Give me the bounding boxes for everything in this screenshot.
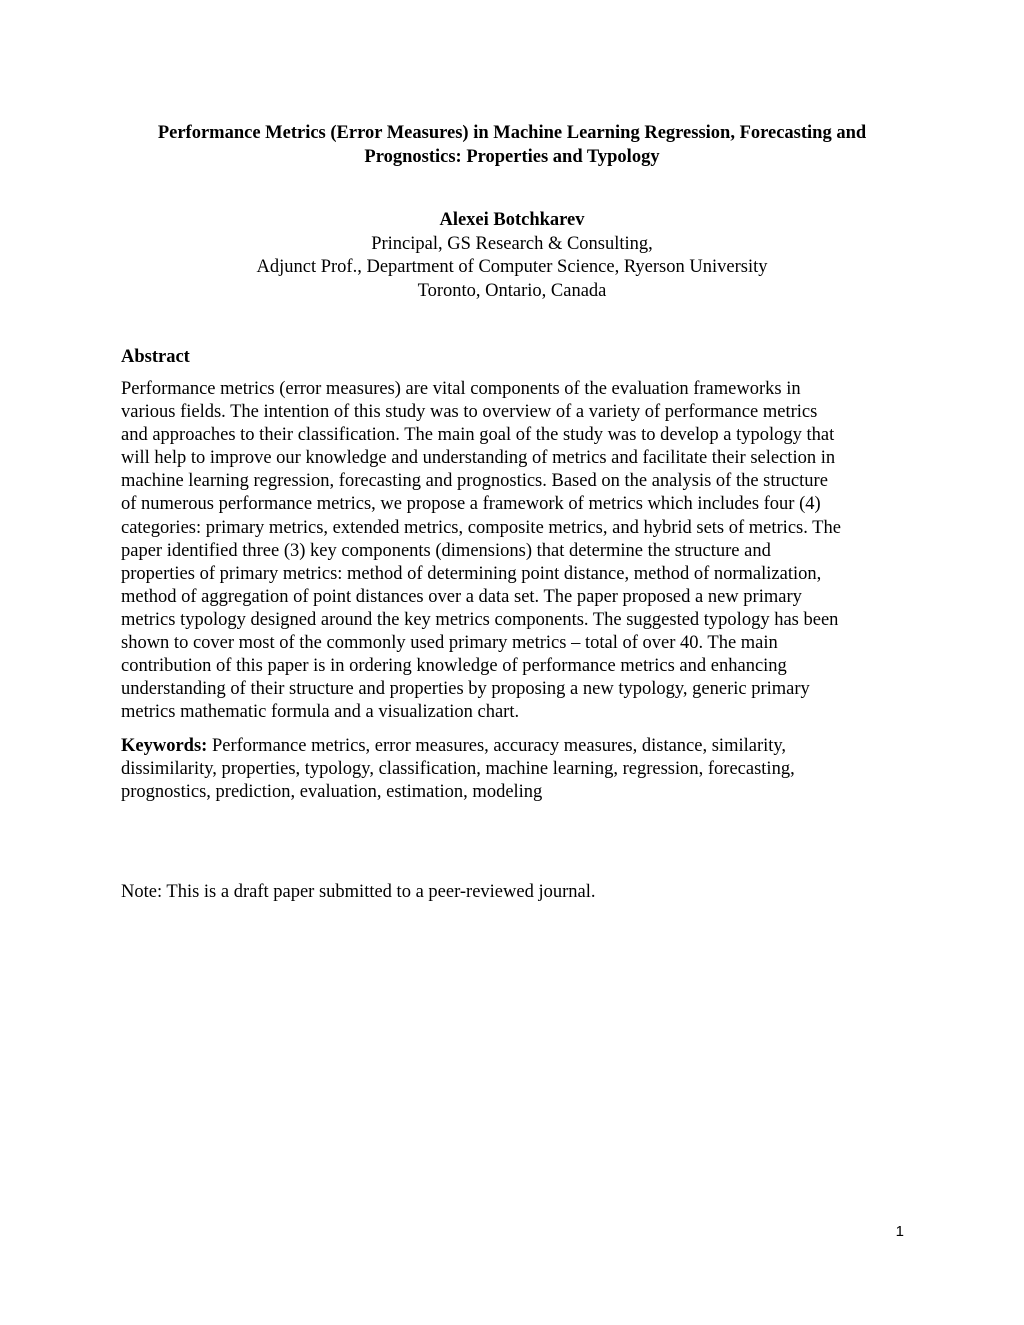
keywords-text: Performance metrics, error measures, accuracy measures, distance, similarity, xyxy=(207,736,787,756)
author-affiliation-line: Adjunct Prof., Department of Computer Science, Ryerson University xyxy=(256,257,768,277)
keywords-line xyxy=(121,735,905,758)
paper-title xyxy=(110,121,914,169)
draft-note: Note: This is a draft paper submitted to a peer-reviewed journal. xyxy=(121,882,596,902)
abstract-line: properties of primary metrics: method of determining point distance, method of normalization, xyxy=(121,563,822,584)
abstract-line: shown to cover most of the commonly used primary metrics – total of over 40. The main xyxy=(121,633,778,654)
author-name: Alexei Botchkarev xyxy=(439,210,585,230)
abstract-line: and approaches to their classification. The main goal of the study was to develop a typology that xyxy=(121,425,835,446)
abstract-line: contribution of this paper is in ordering knowledge of performance metrics and enhancing xyxy=(121,656,787,677)
abstract-line: method of aggregation of point distances over a data set. The paper proposed a new primary xyxy=(121,586,802,607)
abstract-line: Performance metrics (error measures) are vital components of the evaluation frameworks in xyxy=(121,379,801,399)
abstract-line: paper identified three (3) key components (dimensions) that determine the structure and xyxy=(121,540,771,561)
author-block xyxy=(110,209,914,303)
keywords-paragraph xyxy=(121,735,905,804)
keywords-line: prognostics, prediction, evaluation, estimation, modeling xyxy=(121,782,543,803)
abstract-line: machine learning regression, forecasting and prognostics. Based on the analysis of the structure xyxy=(121,471,828,492)
abstract-line: metrics mathematic formula and a visualization chart. xyxy=(121,702,520,723)
abstract-line: understanding of their structure and properties by proposing a new typology, generic primary xyxy=(121,679,810,700)
abstract-line: of numerous performance metrics, we propose a framework of metrics which includes four (4) xyxy=(121,494,821,515)
abstract-line: categories: primary metrics, extended metrics, composite metrics, and hybrid sets of metrics. The xyxy=(121,517,841,538)
abstract-line: will help to improve our knowledge and understanding of metrics and facilitate their selection in xyxy=(121,448,836,469)
page-number: 1 xyxy=(895,1223,904,1240)
author-affiliation-line: Toronto, Ontario, Canada xyxy=(417,280,607,301)
abstract-line: various fields. The intention of this study was to overview of a variety of performance metrics xyxy=(121,402,818,423)
abstract-heading: Abstract xyxy=(121,347,190,367)
keywords-line: dissimilarity, properties, typology, classification, machine learning, regression, forecasting, xyxy=(121,759,795,780)
abstract-line: metrics typology designed around the key metrics components. The suggested typology has been xyxy=(121,609,839,630)
title-line: Prognostics: Properties and Typology xyxy=(364,147,660,167)
keywords-label: Keywords: xyxy=(121,736,208,756)
abstract-body xyxy=(121,378,905,724)
title-line: Performance Metrics (Error Measures) in Machine Learning Regression, Forecasting and xyxy=(157,123,867,143)
author-affiliation-line: Principal, GS Research & Consulting, xyxy=(371,233,653,254)
